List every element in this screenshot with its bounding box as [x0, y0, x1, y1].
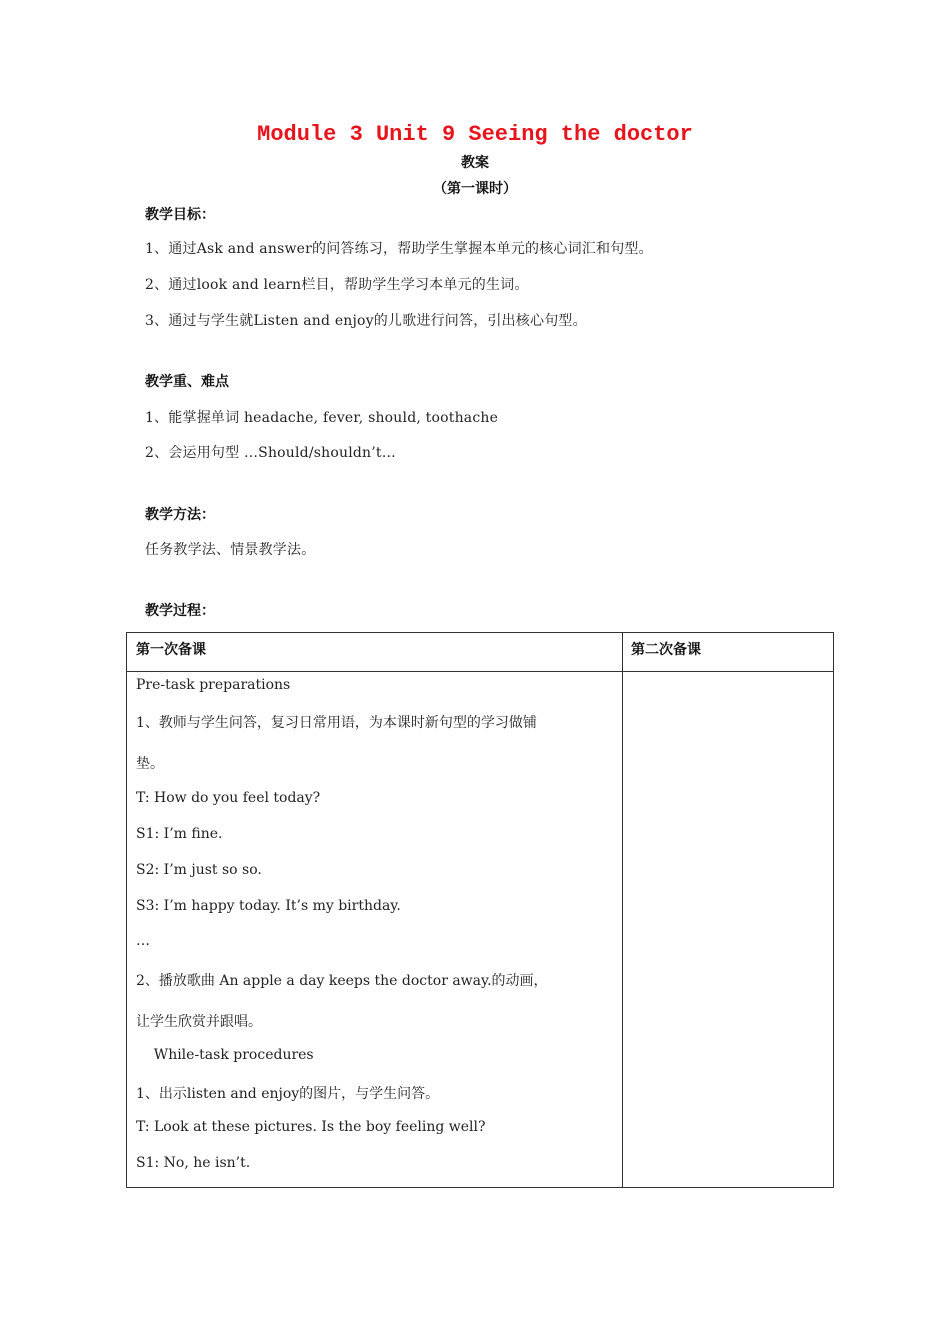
process-heading: 教学过程： — [145, 603, 215, 619]
document-title: Module 3 Unit 9 Seeing the doctor — [257, 122, 693, 147]
process-line: S3: I’m happy today. It’s my birthday. — [136, 898, 401, 914]
process-table — [126, 632, 834, 1188]
process-line: … — [136, 933, 150, 949]
goal-item: 1、通过Ask and answer的问答练习，帮助学生掌握本单元的核心词汇和句型。 — [145, 241, 653, 257]
methods-text: 任务教学法、情景教学法。 — [145, 542, 316, 558]
key-point-item: 2、会运用句型 …Should/shouldn’t… — [145, 445, 396, 461]
process-line: S1: No, he isn’t. — [136, 1155, 251, 1171]
first-prep-header: 第一次备课 — [136, 642, 206, 658]
key-points-heading: 教学重、难点 — [145, 374, 229, 390]
process-line: S2: I’m just so so. — [136, 862, 262, 878]
goal-item: 3、通过与学生就Listen and enjoy的儿歌进行问答，引出核心句型。 — [145, 313, 587, 329]
table-column-divider — [622, 633, 623, 1187]
table-header-divider — [127, 671, 833, 672]
document-subtitle: 教案 — [461, 155, 489, 171]
second-prep-header: 第二次备课 — [631, 642, 701, 658]
lesson-label: （第一课时） — [433, 181, 517, 197]
process-line: Pre-task preparations — [136, 677, 291, 693]
methods-heading: 教学方法： — [145, 507, 215, 523]
process-line: 垫。 — [136, 756, 164, 772]
process-line: T: Look at these pictures. Is the boy feeling well? — [136, 1119, 486, 1135]
goals-heading: 教学目标： — [145, 207, 215, 223]
key-point-item: 1、能掌握单词 headache, fever, should, toothache — [145, 410, 499, 426]
process-line: 1、出示listen and enjoy的图片，与学生问答。 — [136, 1086, 440, 1102]
process-line: S1: I’m fine. — [136, 826, 223, 842]
goal-item: 2、通过look and learn栏目，帮助学生学习本单元的生词。 — [145, 277, 529, 293]
process-line: 1、教师与学生问答，复习日常用语，为本课时新句型的学习做铺 — [136, 715, 537, 731]
process-line: While-task procedures — [136, 1047, 314, 1063]
process-line: 让学生欣赏并跟唱。 — [136, 1014, 262, 1030]
process-line: 2、播放歌曲 An apple a day keeps the doctor away.的动画， — [136, 973, 548, 989]
process-line: T: How do you feel today? — [136, 790, 321, 806]
